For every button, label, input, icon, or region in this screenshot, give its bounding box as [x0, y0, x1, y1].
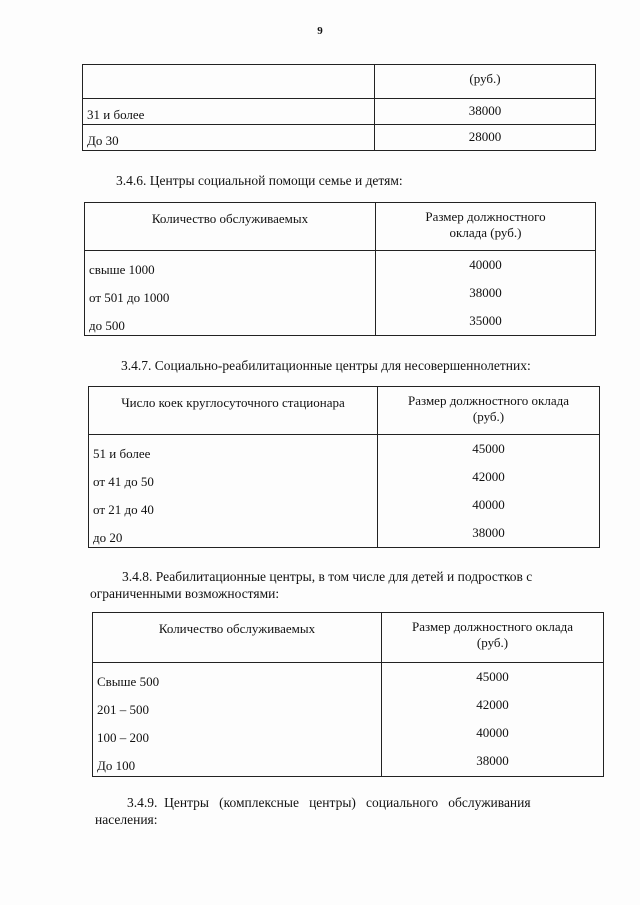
- table-header-cell: [83, 65, 375, 99]
- table-body: [85, 251, 596, 336]
- table-header-cell: Размер должностного оклада (руб.): [376, 203, 596, 251]
- table-cell: 40000: [476, 725, 509, 740]
- table-cell: До 30: [83, 125, 375, 151]
- table-header-row: [83, 65, 596, 99]
- table-header-cell: Число коек круглосуточного стационара: [89, 387, 378, 435]
- table-header-cell: Количество обслуживаемых: [85, 203, 376, 251]
- page-number: 9: [317, 25, 323, 37]
- table-cell: 201 – 500: [97, 702, 149, 717]
- heading-line: населения:: [95, 812, 158, 827]
- table-cell: до 500: [89, 318, 125, 333]
- section-heading-3-4-8: [90, 568, 596, 602]
- table-cell: 38000: [472, 525, 505, 540]
- table-cell: от 21 до 40: [93, 502, 154, 517]
- table-cell: 31 и более: [83, 99, 375, 125]
- heading-line: 3.4.8. Реабилитационные центры, в том числе для детей и подростков с: [122, 569, 533, 584]
- section-heading-3-4-9: [95, 794, 595, 828]
- table-3-4-8: [92, 612, 604, 777]
- table-cell: от 501 до 1000: [89, 290, 170, 305]
- table-cell: Свыше 500: [97, 674, 160, 689]
- table-cell: 38000: [375, 99, 596, 125]
- table-cell: 51 и более: [93, 446, 151, 461]
- table-body: [89, 435, 600, 548]
- table-cell: 45000: [476, 669, 509, 684]
- table-header-cell: Размер должностного оклада (руб.): [382, 613, 604, 663]
- table-cell: 42000: [476, 697, 509, 712]
- table-header-cell: (руб.): [375, 65, 596, 99]
- table-cell: 38000: [476, 753, 509, 768]
- table-continued: [82, 64, 596, 151]
- table-cell: 28000: [375, 125, 596, 151]
- table-cell: 100 – 200: [97, 730, 149, 745]
- table-3-4-7: [88, 386, 600, 548]
- table-cell: до 20: [93, 530, 123, 545]
- table-cell: от 41 до 50: [93, 474, 154, 489]
- table-cell: 40000: [469, 257, 502, 272]
- table-cell: 42000: [472, 469, 505, 484]
- table-header-cell: Количество обслуживаемых: [93, 613, 382, 663]
- table-header-row: [93, 613, 604, 663]
- table-cell: 38000: [469, 285, 502, 300]
- table-cell: 40000: [472, 497, 505, 512]
- table-header-row: [89, 387, 600, 435]
- table-cell: До 100: [97, 758, 136, 773]
- table-header-row: [85, 203, 596, 251]
- table-3-4-6: [84, 202, 596, 336]
- section-heading-3-4-7: 3.4.7. Социально-реабилитационные центры для несовершеннолетних:: [121, 358, 531, 373]
- table-row: [83, 99, 596, 125]
- table-cell: 35000: [469, 313, 502, 328]
- heading-line: ограниченными возможностями:: [90, 586, 280, 601]
- table-body: [93, 663, 604, 777]
- section-heading-3-4-6: 3.4.6. Центры социальной помощи семье и детям:: [116, 173, 403, 188]
- table-row: [83, 125, 596, 151]
- table-header-cell: Размер должностного оклада (руб.): [378, 387, 600, 435]
- table-cell: свыше 1000: [89, 262, 155, 277]
- table-cell: 45000: [472, 441, 505, 456]
- heading-line: 3.4.9. Центры (комплексные центры) социального обслуживания: [127, 795, 531, 810]
